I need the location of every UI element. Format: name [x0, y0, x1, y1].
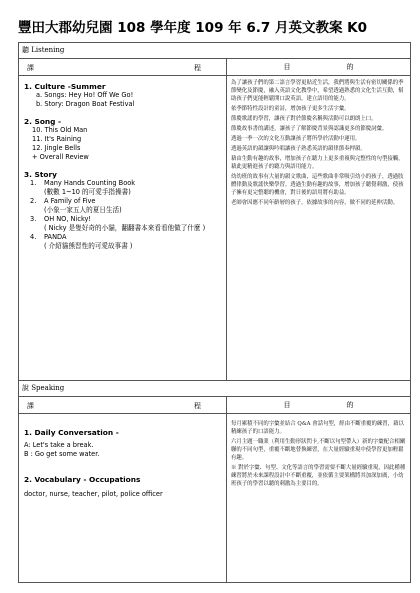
story-heading: 3. Story [24, 170, 57, 179]
goal-header-text: 目 的 [283, 63, 354, 71]
course-header-char-2: 程 [194, 402, 201, 410]
listening-goal-cell [227, 76, 411, 381]
culture-heading: 1. Culture -Summer [24, 82, 106, 91]
story-item: 2. A Family of Five [30, 197, 96, 205]
speaking-course-header [19, 397, 227, 414]
goal-paragraph: 節慶歌謠的學習，讓孩子對於節慶名稱與活動可以朗朗上口。 [231, 116, 377, 122]
goal-paragraph: 依季節特性設計的童詩，增加孩子更多生活字彙。 [231, 106, 350, 112]
conversation-heading: 1. Daily Conversation - [24, 428, 119, 437]
culture-song: a. Songs: Hey Ho! Off We Go! [36, 91, 134, 99]
song-heading: 2. Song - [24, 117, 62, 126]
listening-course-cell [19, 76, 227, 381]
vocabulary-heading: 2. Vocabulary - Occupations [24, 475, 141, 484]
course-header-char-2: 程 [194, 64, 201, 72]
conversation-line-a: A: Let's take a break. [24, 441, 94, 449]
listening-section-label: 聽 Listening [19, 43, 411, 59]
speaking-section-label: 說 Speaking [19, 381, 411, 397]
song-item: 10. This Old Man [32, 126, 88, 134]
song-item: + Overall Review [32, 153, 89, 161]
goal-paragraph: 六月主題一職業（利用生動形狀閃卡,不斷以句型帶入）新的字彙配合相關聯的不同句型，重覆不斷地替換練習，在大量經驗重現中使學習更加輕鬆有趣。 [231, 439, 406, 461]
goal-paragraph: 幼幼班的故事有大量的韻文歌曲，這些歌曲非常吸引幼小的孩子，透過肢體律動及歌謠快樂學習。透過生動有趣的故事，增加孩子聽覺刺激，使孩子擁有更完整聽的機會，對日後的語用將有助益。 [231, 174, 404, 196]
story-item-note: ( Nicky 是隻好奇的小貓，翻翻書本來看看他做了什麼 ) [44, 224, 206, 232]
story-item-note: (數數 1~10 的可愛手指操書) [44, 188, 131, 196]
course-header-char-1: 課 [27, 64, 34, 72]
goal-header-text: 目 的 [283, 401, 354, 409]
story-item-note: ( 介紹貓熊習性的可愛故事書 ) [44, 242, 133, 250]
listening-course-header [19, 59, 227, 76]
goal-paragraph: 藉由生動有趣的故事，增加孩子在聽力上更多重複與完整性的句型接觸，藉此更精進孩子的聽力與語用能力。 [231, 156, 404, 170]
goal-paragraph: 透過英語的韻讓與吟唱讓孩子熟悉英語的韻律節奏押韻。 [231, 146, 366, 152]
goal-paragraph: 老師會因應不同年齡層的孩子，依據故事的內容，做不同的延伸活動。 [231, 200, 399, 206]
song-item: 11. It's Raining [32, 135, 82, 143]
vocabulary-list: doctor, nurse, teacher, pilot, police officer [24, 490, 163, 498]
conversation-line-b: B : Go get some water. [24, 450, 100, 458]
story-item: 4. PANDA [30, 233, 67, 241]
lesson-plan-page [18, 18, 410, 583]
goal-paragraph: 透過一季一次的文化互動讓孩子將所學於活動中運用。 [231, 136, 361, 142]
lesson-plan-table [18, 42, 411, 583]
story-item-note: (小象一家五人的夏日生活) [44, 206, 122, 214]
song-item: 12. Jingle Bells [32, 144, 81, 152]
culture-story: b. Story: Dragon Boat Festival [36, 100, 135, 108]
goal-paragraph: 每月累積不同的字彙並結合 Q&A 會話句型，經由不斷重覆的練習，藉以精練孩子的口語能力。 [231, 421, 404, 435]
speaking-course-cell [19, 414, 227, 583]
goal-paragraph: 為了讓孩子們的第二語言學習更貼近生活，我們將與生活有密切關係的季節變化及節慶，融入英語文化教學中，希望透過熟悉的文化生活互動，幫助孩子們更能輕鬆開口說英語，建立語用的能力。 [231, 80, 404, 102]
speaking-goal-cell [227, 414, 411, 583]
speaking-goal-header [227, 397, 411, 414]
goal-paragraph: ※ 對於字彙、句型、文化等語言的學習需要不斷大量經驗重現，因此種種練習將於未來課程設計中不斷重覆，並依循主要架構將其加深加廣，小幼班孩子的學習以聽的刺激為主要目的。 [231, 465, 406, 487]
course-header-char-1: 課 [27, 402, 34, 410]
story-item: 1. Many Hands Counting Book [30, 179, 136, 187]
listening-goal-header [227, 59, 411, 76]
document-title: 豐田大郡幼兒園 108 學年度 109 年 6.7 月英文教案 K0 [18, 20, 368, 36]
goal-paragraph: 節慶故事書的講述，讓孩子了解節慶背景與認識更多的節慶詞彙。 [231, 126, 388, 132]
story-item: 3. OH NO, Nicky! [30, 215, 92, 223]
